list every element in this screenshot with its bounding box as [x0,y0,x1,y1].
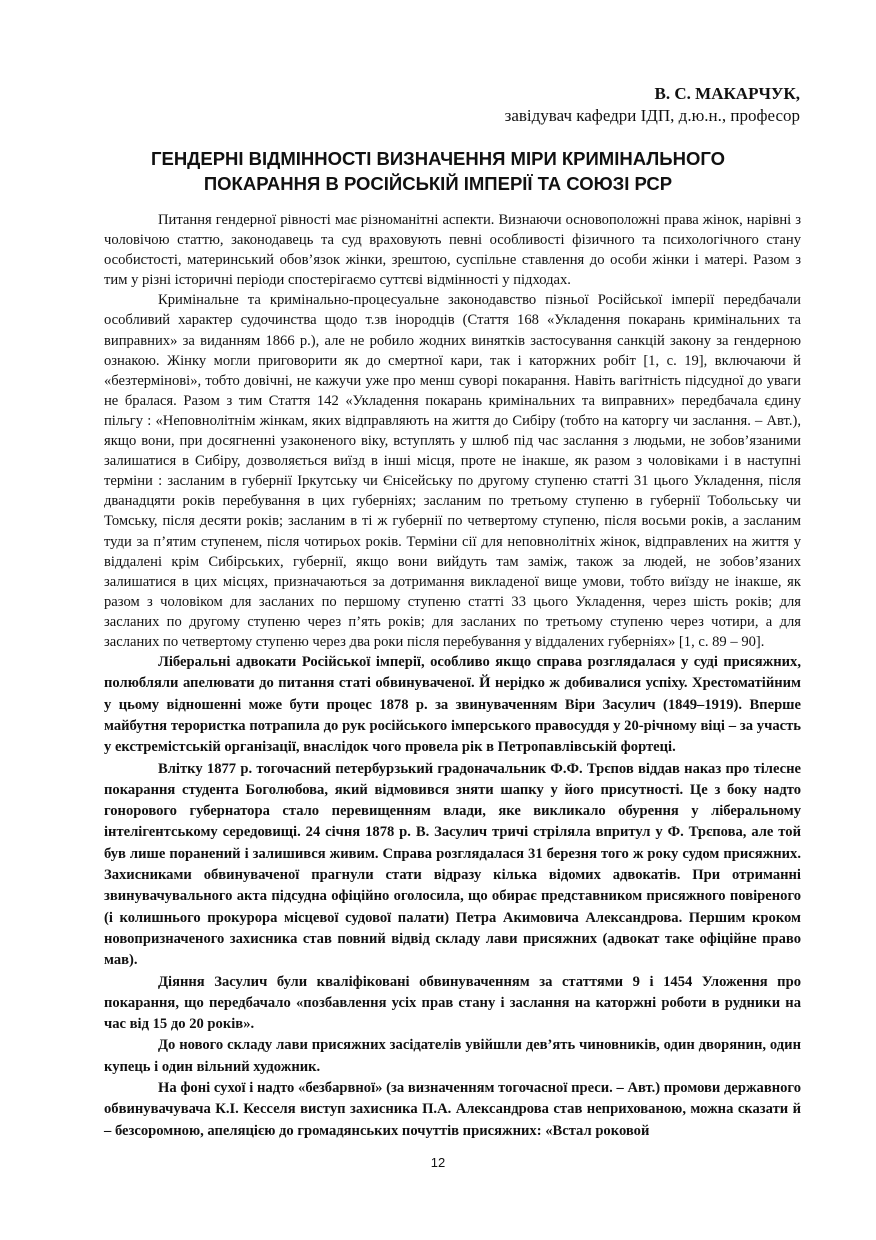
article-body [104,210,801,1142]
paragraph-5: Діяння Засулич були кваліфіковані обвинуваченням за статтями 9 і 1454 Уложення про покарання, що передбачало «позбавлення усіх прав стану і заслання на каторжні роботи в рудники на час від 15 до 20 років». [104,973,801,1033]
title-line-2: ПОКАРАННЯ В РОСІЙСЬКІЙ ІМПЕРІЇ ТА СОЮЗІ РСР [203,173,673,194]
paragraph-2: Кримінальне та кримінально-процесуальне законодавство пізньої Російської імперії передбачали особливий характер судочинства щодо т.зв інородців (Стаття 168 «Укладення покарань кримінальних та виправних» за виданням 1866 р.), але не робило жодних винятків застосування санкцій закону за гендерною ознакою. Жінку могли приговорити як до смертної кари, так і каторжних робіт [1, с. 19], включаючи й «безтермінові», тобто довічні, не кажучи уже про менш суворі покарання. Навіть вагітність підсудної до уваги не бралася. Разом з тим Стаття 142 «Укладення покарань кримінальних та виправних» передбачала єдину пільгу : «Неповнолітнім жінкам, яких відправляють на життя до Сибіру (тобто на каторгу чи заслання. – Авт.), якщо вони, при досягненні узаконеного віку, вступлять у шлюб під час заслання з людьми, не зобов’язаними залишатися в Сибіру, дозволяється виїзд в інші місця, проте не інакше, як разом з чоловіками і в наступні терміни : засланим в губернії Іркутську чи Єнісейську по другому ступеню статті 31 цього Укладення, після дванадцяти років перебування в цих губерніях; засланим по третьому ступеню в губернії Тобольську чи Томську, після десяти років; засланим в ті ж губернії по четвертому ступеню, після восьми років, а засланим туди за п’ятим ступенем, після чотирьох років. Терміни сії для неповнолітніх жінок, відправлених на життя у віддалені крім Сибірських, губернії, якщо вони вийдуть там заміж, також за людей, не зобов’язаних залишатися в цих місцях, призначаються за дотримання викладеної вище умови, тобто виїзду не інакше, як разом з чоловіком для засланих по першому ступеню статті 33 цього Укладення, через шість років; для засланих по другому ступеню через п’ять років; для засланих по третьому ступеню через чотири, а для засланих по четвертому ступеню через два роки після перебування у віддалених губерніях» [1, с. 89 – 90]. [104,292,801,650]
paragraph-3: Ліберальні адвокати Російської імперії, особливо якщо справа розглядалася у суді присяжних, полюбляли апелювати до питання статі обвинуваченої. Й нерідко ж добивалися успіху. Хрестоматійним у цьому відношенні може бути процес 1878 р. за звинуваченням Віри Засулич (1849–1919). Вперше майбутня терористка потрапила до рук російського імперського правосуддя у 20-річному віці – за участь у екстремістській організації, внаслідок чого провела рік в Петропавлівській фортеці. [104,654,801,756]
paragraph-6: До нового складу лави присяжних засідателів увійшли дев’ять чиновників, один дворянин, один купець і один вільний художник. [104,1037,801,1075]
title-line-1: ГЕНДЕРНІ ВІДМІННОСТІ ВИЗНАЧЕННЯ МІРИ КРИМІНАЛЬНОГО [151,148,725,169]
paragraph-7: На фоні сухої і надто «безбарвної» (за визначенням тогочасної преси. – Авт.) промови державного обвинувачувача К.І. Кесселя виступ захисника П.А. Александрова став неприхованою, можна сказати й – безсоромною, апеляцією до громадянських почуттів присяжних: «Встал роковой [104,1080,801,1139]
author-name: В. С. МАКАРЧУК, [654,84,800,103]
page-number: 12 [430,1155,446,1170]
author-affiliation: завідувач кафедри ІДП, д.ю.н., професор [504,106,800,125]
paragraph-4: Влітку 1877 р. тогочасний петербурзький градоначальник Ф.Ф. Трєпов віддав наказ про тілесне покарання студента Боголюбова, який відмовився зняти шапку у його присутності. Це з боку надто гонорового губернатора стало перевищенням влади, яке викликало обурення у ліберальному інтелігентському середовищі. 24 січня 1878 р. В. Засулич тричі стріляла впритул у Ф. Трєпова, але той був лише поранений і залишився живим. Справа розглядалася 31 березня того ж року судом присяжних. Захисниками обвинуваченої прагнули стати відразу кілька відомих адвокатів. При отриманні звинувачувального акта підсудна офіційно оголосила, що обирає представником присяжного повіреного (і колишнього прокурора місцевої судової палати) Петра Акимовича Александрова. Першим кроком новопризначеного захисника став повний відвід складу лави присяжних (адвокат таке офіційне право мав). [104,760,801,969]
paragraph-1: Питання гендерної рівності має різноманітні аспекти. Визнаючи основоположні права жінок, нарівні з чоловічою статтю, законодавець та суд враховують певні особливості фізичного та психологічного стану особистості, материнський обов’язок жінки, зрештою, суспільне ставлення до особи жінки і матері. Разом з тим у різні історичні періоди спостерігаємо суттєві відмінності у підходах. [104,212,801,289]
article-title [100,146,776,196]
